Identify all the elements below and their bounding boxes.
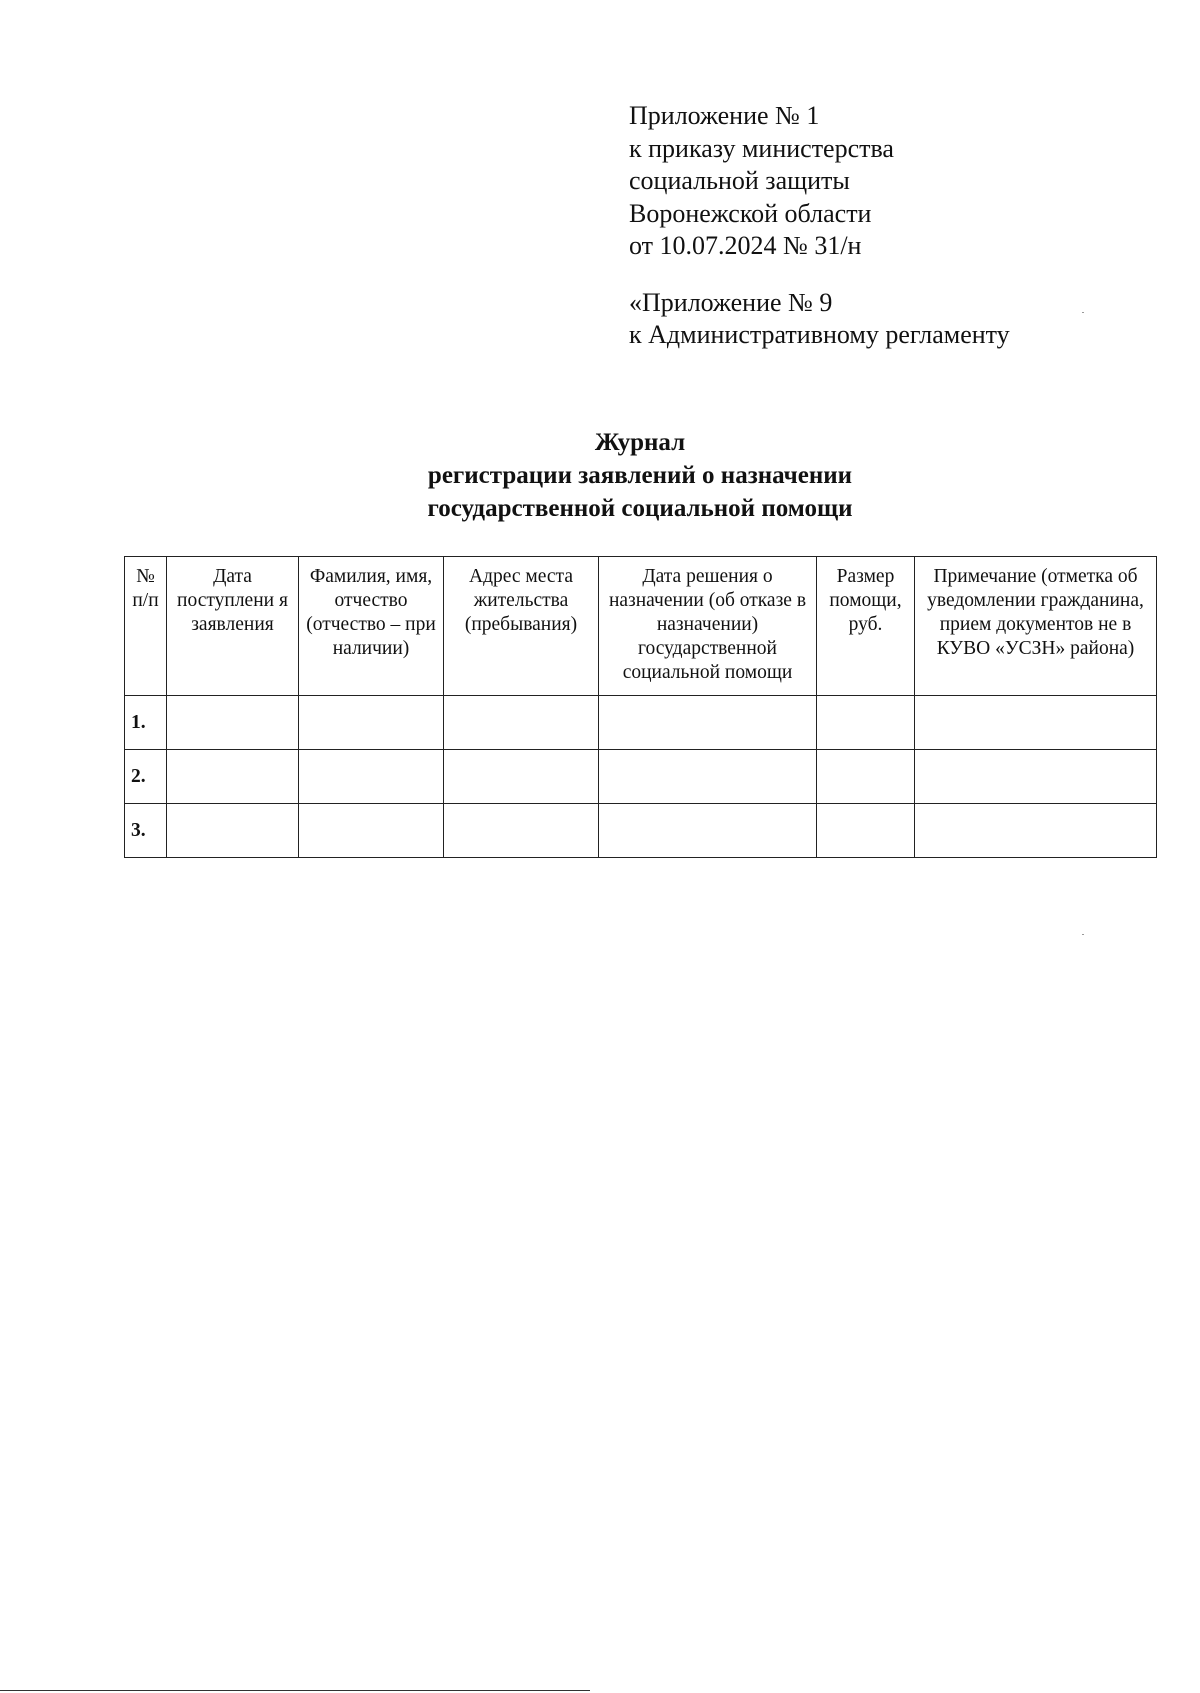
table-header-row	[125, 557, 1157, 696]
registration-table	[124, 556, 1157, 858]
table-row	[125, 804, 1157, 858]
table-cell	[299, 804, 444, 858]
journal-title	[0, 426, 1200, 525]
table-cell	[444, 804, 599, 858]
appendix-line: Воронежской области	[629, 198, 872, 228]
title-line: Журнал	[594, 429, 686, 456]
table-cell	[915, 804, 1157, 858]
header-number: № п/п	[125, 557, 167, 696]
appendix-line: от 10.07.2024 № 31/н	[629, 231, 862, 260]
table-cell	[167, 696, 299, 750]
header-full-name: Фамилия, имя, отчество (отчество – при наличии)	[299, 557, 444, 696]
table-cell	[599, 750, 817, 804]
header-date-received: Дата поступлени я заявления	[167, 557, 299, 696]
header-decision-date: Дата решения о назначении (об отказе в назначении) государственной социальной помощи	[599, 557, 817, 696]
table-cell	[299, 696, 444, 750]
scan-speck	[1082, 934, 1084, 935]
row-number: 1.	[125, 696, 167, 750]
title-line: регистрации заявлений о назначении	[427, 462, 853, 489]
row-number: 3.	[125, 804, 167, 858]
table-cell	[817, 696, 915, 750]
table-cell	[599, 696, 817, 750]
row-number: 2.	[125, 750, 167, 804]
header-amount: Размер помощи, руб.	[817, 557, 915, 696]
header-address: Адрес места жительства (пребывания)	[444, 557, 599, 696]
appendix-line: к приказу министерства	[629, 133, 894, 163]
table-cell	[599, 804, 817, 858]
table-row	[125, 750, 1157, 804]
scan-edge-line	[0, 1690, 590, 1691]
table-row	[125, 696, 1157, 750]
table-cell	[915, 696, 1157, 750]
table-cell	[915, 750, 1157, 804]
regulation-line: к Административному регламенту	[629, 320, 1010, 349]
appendix-line: социальной защиты	[629, 166, 850, 195]
appendix-block	[629, 100, 1010, 352]
table-cell	[444, 750, 599, 804]
title-line: государственной социальной помощи	[427, 495, 853, 522]
appendix-spacer	[629, 263, 1010, 287]
regulation-line: «Приложение № 9	[629, 287, 833, 317]
table-cell	[817, 804, 915, 858]
table-cell	[444, 696, 599, 750]
table-cell	[299, 750, 444, 804]
table-cell	[167, 804, 299, 858]
appendix-line: Приложение № 1	[629, 101, 820, 130]
table-cell	[167, 750, 299, 804]
header-note: Примечание (отметка об уведомлении гражданина, прием документов не в КУВО «УСЗН» района)	[915, 557, 1157, 696]
scan-speck	[1082, 312, 1084, 313]
table-cell	[817, 750, 915, 804]
